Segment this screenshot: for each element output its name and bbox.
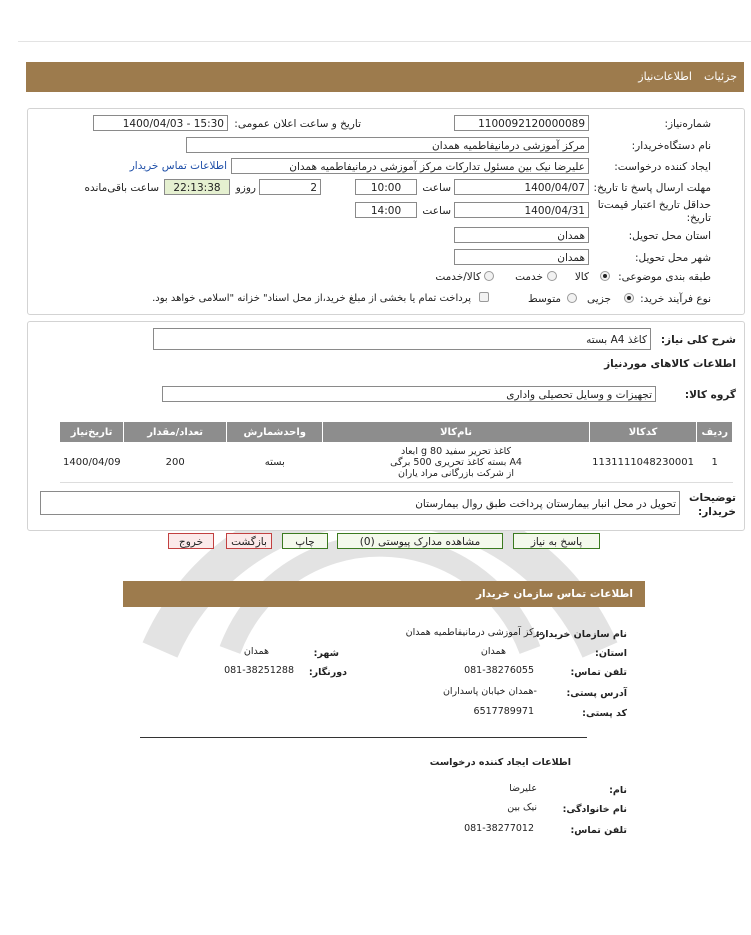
exit-button[interactable]: خروج — [168, 533, 214, 549]
category-service-radio[interactable] — [547, 271, 557, 281]
group-label: گروه کالا: — [684, 389, 736, 401]
province-label: استان محل تحویل: — [628, 230, 711, 242]
category-label: طبقه بندی موضوعی: — [618, 271, 711, 283]
process-label: نوع فرآیند خرید: — [640, 293, 711, 305]
notes-field: تحویل در محل انبار بیمارستان پرداخت طبق روال بیمارستان — [40, 491, 680, 515]
buyer-org-field: مرکز آموزشی درمانیفاطمیه همدان — [186, 137, 589, 153]
contact-title: اطلاعات تماس سازمان خریدار — [476, 588, 633, 600]
days-field: 2 — [259, 179, 321, 195]
goods-table — [60, 422, 733, 483]
contact-postal-label: کد پستی: — [582, 708, 627, 719]
creator-field: علیرضا نیک بین مسئول تدارکات مرکز آموزشی درمانیفاطمیه همدان — [231, 158, 589, 174]
tab-details[interactable]: جزئیات — [704, 70, 737, 83]
contact-phone-value: 081-38276055 — [464, 665, 534, 676]
process-minor-label: جزیی — [587, 293, 611, 305]
contact-city-value: همدان — [243, 646, 269, 657]
need-number-label: شماره‌نیاز: — [664, 118, 711, 130]
validity-label-1: حداقل تاریخ اعتبار قیمت‌تا — [597, 199, 711, 211]
top-divider — [18, 41, 751, 42]
buyer-contact-link[interactable]: اطلاعات تماس خریدار — [129, 160, 227, 172]
validity-date-field: 1400/04/31 — [454, 202, 589, 218]
creator-first-name-label: نام: — [609, 785, 627, 796]
col-row-header: ردیف — [697, 422, 733, 442]
contact-org-value: مرکز آموزشی درمانیفاطمیه همدان — [405, 627, 544, 638]
tab-needs-info[interactable]: اطلاعات‌نیاز — [638, 70, 692, 83]
contact-address-value: -همدان خیابان پاسداران — [442, 686, 537, 697]
city-field: همدان — [454, 249, 589, 265]
remaining-time-field: 22:13:38 — [164, 179, 230, 195]
days-label: روزو — [235, 182, 256, 194]
creator-first-name-value: علیرضا — [509, 783, 537, 794]
deadline-time-field: 10:00 — [355, 179, 417, 195]
process-medium-label: متوسط — [528, 293, 561, 305]
creator-phone-value: 081-38277012 — [464, 823, 534, 834]
col-unit-header: واحدشمارش — [227, 422, 323, 442]
creator-last-name-label: نام خانوادگی: — [562, 804, 627, 815]
notes-label-2: خریدار: — [698, 506, 736, 518]
creator-label: ایجاد کننده درخواست: — [614, 161, 711, 173]
col-code-header: کدکالا — [589, 422, 697, 442]
contact-address-label: آدرس پستی: — [566, 688, 627, 699]
process-minor-radio[interactable] — [624, 293, 634, 303]
back-button[interactable]: بازگشت — [226, 533, 272, 549]
validity-hour-label: ساعت — [422, 205, 451, 217]
province-field: همدان — [454, 227, 589, 243]
category-both-label: کالا/خدمت — [435, 271, 481, 283]
contact-fax-value: 081-38251288 — [224, 665, 294, 676]
table-row — [60, 442, 733, 483]
cell-date: 1400/04/09 — [60, 442, 124, 483]
contact-header-bar — [123, 581, 645, 607]
cell-qty: 200 — [124, 442, 227, 483]
cell-name — [323, 442, 589, 483]
treasury-payment-note: پرداخت تمام یا بخشی از مبلغ خرید،از محل اسناد" خزانه "اسلامی خواهد بود. — [152, 293, 471, 304]
process-medium-radio[interactable] — [567, 293, 577, 303]
category-service-label: خدمت — [515, 271, 543, 283]
buyer-org-label: نام دستگاه‌خریدار: — [631, 140, 711, 152]
validity-time-field: 14:00 — [355, 202, 417, 218]
validity-label-2: تاریخ: — [686, 212, 711, 224]
desc-field: کاغذ A4 بسته — [153, 328, 651, 350]
reply-button[interactable]: پاسخ به نیاز — [513, 533, 600, 549]
cell-name-line: A4 بسته کاغذ تحریری 500 برگی — [390, 456, 522, 468]
col-qty-header: تعداد/مقدار — [124, 422, 227, 442]
cell-unit: بسته — [227, 442, 323, 483]
creator-phone-label: تلفن تماس: — [570, 825, 627, 836]
city-label: شهر محل تحویل: — [635, 252, 711, 264]
deadline-label: مهلت ارسال پاسخ تا تاریخ: — [593, 182, 711, 194]
deadline-hour-label: ساعت — [422, 182, 451, 194]
contact-city-label: شهر: — [313, 648, 339, 659]
contact-province-value: همدان — [480, 646, 506, 657]
cell-code: 1131111048230001 — [589, 442, 697, 483]
header-tabs-bar — [26, 62, 744, 92]
col-name-header: نام‌کالا — [323, 422, 589, 442]
notes-label-1: توضیحات — [688, 492, 736, 504]
category-goods-radio[interactable] — [600, 271, 610, 281]
print-button[interactable]: چاپ — [282, 533, 328, 549]
goods-info-title: اطلاعات کالاهای موردنیاز — [604, 358, 736, 370]
attachments-button[interactable]: مشاهده مدارک پیوستی (0) — [337, 533, 503, 549]
contact-org-label: نام سازمان خریدار: — [536, 629, 627, 640]
col-date-header: تاریخ‌نیاز — [60, 422, 124, 442]
deadline-date-field: 1400/04/07 — [454, 179, 589, 195]
remaining-label: ساعت باقی‌مانده — [84, 182, 159, 194]
cell-row: 1 — [697, 442, 733, 483]
creator-last-name-value: نیک بین — [507, 802, 537, 813]
cell-name-line: از شرکت بازرگانی مراد یاران — [398, 467, 515, 479]
category-both-radio[interactable] — [484, 271, 494, 281]
cell-name-line: کاغذ تحریر سفید g 80 ابعاد — [400, 445, 512, 457]
category-goods-label: کالا — [574, 271, 589, 283]
contact-phone-label: تلفن تماس: — [570, 667, 627, 678]
contact-postal-value: 6517789971 — [473, 706, 534, 717]
need-number-field: 1100092120000089 — [454, 115, 589, 131]
contact-province-label: استان: — [595, 648, 627, 659]
contact-divider — [140, 737, 587, 738]
creator-info-title: اطلاعات ایجاد کننده درخواست — [429, 757, 571, 768]
desc-label: شرح کلی نیاز: — [660, 334, 736, 346]
treasury-payment-checkbox[interactable] — [479, 292, 489, 302]
announce-label: تاریخ و ساعت اعلان عمومی: — [234, 118, 361, 130]
contact-fax-label: دورنگار: — [308, 667, 347, 678]
announce-field: 1400/04/03 - 15:30 — [93, 115, 228, 131]
group-field: تجهیزات و وسایل تحصیلی واداری — [162, 386, 656, 402]
